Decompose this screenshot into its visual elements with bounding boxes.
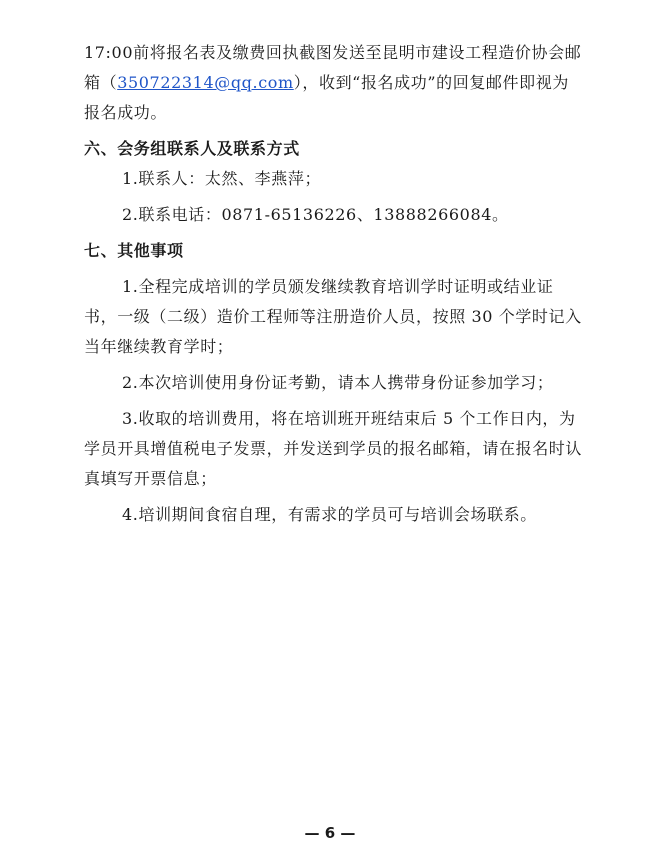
section5-tail-text-before: 17:00前将报名表及缴费回执截图发送至昆明市建设工程造价协会邮箱（ [84, 43, 582, 92]
email-link[interactable]: 350722314@qq.com [117, 73, 294, 92]
section7-item-2: 2.本次培训使用身份证考勤，请本人携带身份证参加学习； [122, 373, 554, 392]
section7-item-4: 4.培训期间食宿自理，有需求的学员可与培训会场联系。 [122, 505, 537, 524]
section6-heading: 六、会务组联系人及联系方式 [84, 139, 300, 158]
page-number: — 6 — [304, 824, 356, 842]
section7-item-1: 1.全程完成培训的学员颁发继续教育培训学时证明或结业证书，一级（二级）造价工程师等注册造价人员，按照 30 个学时记入当年继续教育学时； [84, 277, 582, 356]
section6-item-phone: 2.联系电话：0871-65136226、13888266084。 [122, 205, 509, 224]
document-body [84, 38, 584, 530]
section5-tail-text-after: ），收到“报名成功”的回复邮件即视为报名成功。 [84, 73, 569, 122]
section7-item-3: 3.收取的培训费用，将在培训班开班结束后 5 个工作日内，为学员开具增值税电子发票，并发送到学员的报名邮箱，请在报名时认真填写开票信息； [84, 409, 583, 488]
section6-item-contact: 1.联系人：太然、李燕萍； [122, 169, 322, 188]
section5-tail-paragraph [84, 38, 584, 128]
section7-heading: 七、其他事项 [84, 241, 184, 260]
